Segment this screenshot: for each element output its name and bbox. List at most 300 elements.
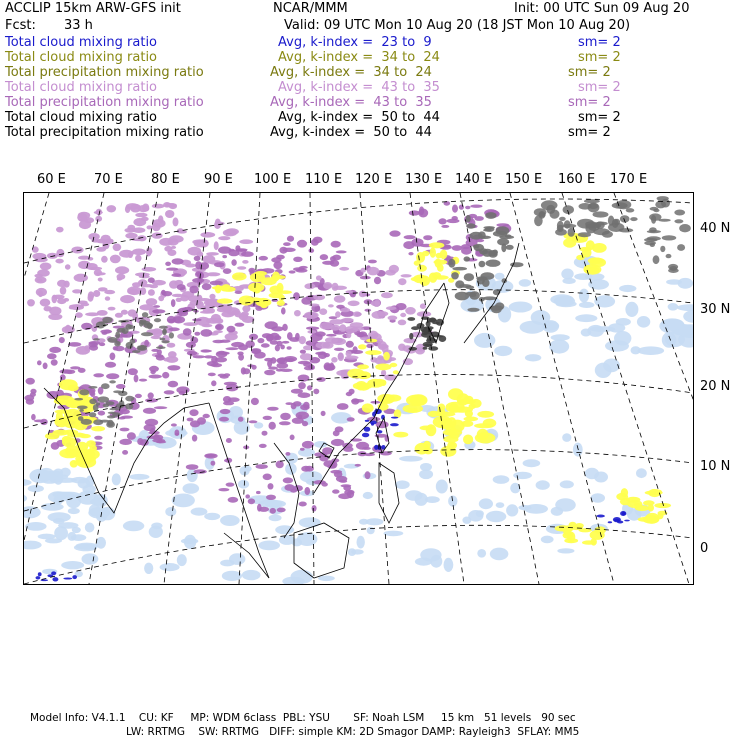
field-cell: [683, 310, 693, 323]
field-cell: [662, 332, 676, 348]
field-cell: [360, 276, 371, 280]
legend-sm: sm= 2: [568, 95, 611, 110]
legend-range: Avg, k-index = 43 to 35: [278, 80, 440, 95]
field-cell: [679, 224, 691, 232]
field-cell: [304, 283, 315, 289]
field-cell: [331, 357, 337, 363]
field-cell: [619, 285, 636, 292]
field-cell: [74, 274, 88, 282]
field-cell: [603, 359, 620, 373]
field-cell: [61, 561, 84, 569]
field-cell: [239, 296, 254, 306]
field-cell: [202, 283, 212, 290]
field-cell: [298, 382, 306, 389]
field-cell: [300, 448, 305, 451]
field-cell: [333, 286, 347, 290]
field-cell: [220, 515, 240, 526]
field-cell: [448, 259, 455, 268]
field-cell: [231, 342, 244, 347]
field-cell: [319, 308, 327, 315]
field-cell: [287, 236, 294, 242]
field-cell: [145, 419, 158, 426]
field-cell: [64, 370, 75, 375]
field-cell: [75, 543, 98, 550]
field-cell: [164, 246, 172, 252]
field-cell: [653, 255, 660, 264]
field-cell: [177, 554, 187, 566]
field-cell: [519, 279, 531, 287]
field-cell: [365, 309, 372, 312]
legend-sm: sm= 2: [578, 35, 621, 50]
field-cell: [432, 322, 440, 325]
lon-label: 140 E: [455, 172, 493, 187]
field-cell: [143, 408, 156, 414]
field-cell: [477, 549, 486, 558]
field-cell: [293, 292, 300, 300]
field-cell: [181, 538, 198, 544]
field-cell: [110, 353, 116, 361]
field-cell: [98, 411, 105, 416]
field-cell: [72, 527, 81, 533]
field-cell: [375, 299, 380, 307]
field-cell: [154, 318, 161, 322]
field-cell: [252, 285, 261, 294]
field-cell: [45, 433, 59, 440]
field-cell: [400, 313, 406, 317]
field-cell: [204, 355, 214, 358]
field-cell: [270, 340, 278, 345]
field-cell: [71, 247, 83, 254]
field-cell: [461, 244, 471, 249]
field-cell: [24, 479, 32, 486]
field-cell: [405, 490, 422, 501]
field-cell: [430, 248, 436, 258]
field-cell: [314, 441, 327, 448]
field-cell: [622, 512, 626, 515]
field-cell: [212, 340, 224, 343]
field-cell: [132, 350, 141, 353]
field-cell: [235, 291, 243, 294]
field-cell: [302, 421, 308, 426]
field-cell: [452, 245, 463, 251]
field-cell: [165, 210, 174, 218]
field-cell: [608, 521, 612, 523]
field-cell: [226, 438, 232, 443]
field-cell: [323, 282, 332, 289]
field-cell: [128, 309, 137, 316]
coastline: [294, 523, 349, 578]
field-cell: [490, 548, 509, 561]
field-cell: [88, 294, 94, 302]
field-cell: [300, 404, 310, 410]
field-cell: [559, 217, 566, 221]
field-cell: [225, 347, 238, 350]
field-cell: [229, 553, 245, 565]
field-cell: [407, 408, 418, 412]
field-cell: [321, 411, 326, 416]
field-cell: [108, 412, 117, 414]
field-cell: [279, 295, 285, 301]
field-cell: [346, 351, 352, 357]
map-panel[interactable]: [23, 192, 694, 585]
field-cell: [151, 523, 162, 530]
field-cell: [345, 290, 353, 293]
field-cell: [506, 245, 514, 250]
field-cell: [390, 423, 399, 426]
field-cell: [428, 346, 438, 351]
legend-field: Total cloud mixing ratio: [5, 50, 158, 65]
field-cell: [588, 279, 609, 290]
field-cell: [381, 292, 393, 298]
field-cell: [171, 423, 177, 426]
field-cell: [452, 205, 458, 213]
field-cell: [463, 435, 473, 445]
field-cell: [208, 308, 215, 313]
field-cell: [424, 344, 431, 347]
field-cell: [643, 500, 655, 505]
field-cell: [165, 203, 177, 207]
field-cell: [357, 332, 365, 337]
field-cell: [367, 267, 379, 276]
field-cell: [299, 336, 306, 344]
field-cell: [121, 327, 128, 334]
field-cell: [215, 219, 221, 228]
field-cell: [242, 260, 248, 264]
field-cell: [536, 480, 550, 490]
field-cell: [44, 306, 53, 311]
field-cell: [192, 278, 204, 283]
field-cell: [57, 298, 66, 304]
field-cell: [531, 310, 551, 325]
field-cell: [461, 421, 473, 427]
field-cell: [242, 316, 255, 323]
field-cell: [362, 447, 371, 450]
field-cell: [326, 334, 337, 337]
field-cell: [71, 477, 88, 484]
field-cell: [310, 333, 322, 341]
field-cell: [207, 361, 219, 366]
model-info-line2: LW: RRTMG SW: RRTMG DIFF: simple KM: 2D Smagor DAMP: Rayleigh3 SFLAY: MM5: [126, 726, 580, 738]
field-cell: [159, 326, 168, 329]
field-cell: [196, 317, 211, 326]
field-cell: [194, 332, 200, 336]
field-cell: [575, 523, 584, 528]
field-cell: [106, 373, 119, 379]
field-cell: [79, 409, 84, 412]
field-cell: [77, 406, 88, 410]
field-cell: [149, 375, 162, 379]
field-cell: [647, 236, 661, 240]
field-cell: [139, 275, 150, 279]
field-cell: [142, 267, 157, 272]
field-cell: [71, 534, 86, 541]
field-cell: [588, 257, 604, 264]
field-cell: [423, 441, 431, 449]
field-cell: [259, 444, 267, 448]
field-cell: [187, 418, 194, 422]
field-cell: [322, 342, 333, 349]
field-cell: [573, 443, 583, 457]
field-cell: [312, 505, 317, 511]
field-cell: [291, 389, 303, 394]
field-cell: [418, 209, 428, 218]
field-cell: [539, 211, 546, 219]
field-cell: [161, 340, 169, 343]
field-cell: [62, 437, 77, 447]
field-cell: [313, 389, 319, 395]
field-cell: [224, 373, 231, 376]
field-cell: [232, 272, 247, 280]
field-cell: [94, 211, 103, 214]
field-cell: [413, 275, 427, 284]
field-cell: [152, 204, 165, 209]
legend-range: Avg, k-index = 50 to 44: [278, 110, 440, 125]
field-cell: [386, 306, 397, 310]
field-cell: [112, 473, 121, 485]
field-cell: [172, 494, 195, 508]
field-cell: [138, 346, 147, 351]
field-cell: [375, 364, 391, 371]
field-cell: [657, 513, 663, 519]
field-cell: [627, 500, 642, 508]
field-cell: [371, 423, 374, 426]
lat-label: 0: [700, 541, 709, 556]
field-cell: [302, 441, 314, 449]
field-cell: [283, 242, 291, 246]
field-cell: [63, 578, 72, 580]
field-cell: [210, 281, 223, 286]
field-cell: [467, 308, 479, 312]
field-cell: [643, 515, 660, 523]
field-cell: [567, 532, 575, 543]
field-cell: [132, 249, 146, 256]
lat-label: 20 N: [700, 379, 731, 394]
field-cell: [449, 442, 457, 449]
legend-field: Total precipitation mixing ratio: [5, 65, 204, 80]
field-cell: [485, 227, 495, 232]
field-cell: [180, 295, 189, 301]
field-cell: [91, 426, 105, 431]
field-cell: [241, 312, 249, 317]
field-cell: [98, 278, 103, 282]
field-cell: [72, 289, 82, 293]
legend-range: Avg, k-index = 23 to 9: [278, 35, 432, 50]
field-cell: [172, 258, 184, 264]
field-cell: [79, 220, 91, 229]
field-cell: [351, 549, 364, 554]
field-cell: [366, 344, 373, 348]
field-cell: [647, 230, 661, 233]
lon-label: 170 E: [610, 172, 648, 187]
field-cell: [447, 219, 460, 223]
lat-label: 10 N: [700, 459, 731, 474]
field-cell: [409, 347, 418, 351]
field-cell: [294, 310, 301, 316]
field-cell: [363, 492, 373, 499]
field-cell: [448, 496, 457, 507]
field-cell: [336, 250, 347, 253]
field-cell: [298, 268, 305, 271]
lon-label: 150 E: [505, 172, 543, 187]
field-cell: [132, 282, 141, 287]
field-cell: [391, 417, 398, 419]
field-cell: [473, 245, 480, 249]
field-cell: [191, 508, 208, 516]
field-cell: [407, 317, 415, 321]
longitude-line: [614, 193, 693, 584]
lon-label: 110 E: [305, 172, 343, 187]
field-cell: [102, 332, 108, 335]
field-cell: [485, 212, 496, 219]
field-cell: [93, 290, 100, 297]
field-cell: [286, 358, 295, 362]
field-cell: [624, 520, 630, 522]
field-cell: [159, 338, 165, 341]
field-cell: [68, 342, 81, 347]
field-cell: [470, 205, 482, 208]
field-cell: [220, 409, 231, 414]
field-cell: [187, 351, 197, 356]
field-cell: [447, 417, 456, 428]
field-cell: [122, 450, 128, 455]
field-cell: [109, 408, 119, 410]
field-cell: [345, 356, 359, 360]
field-cell: [459, 284, 471, 288]
field-cell: [423, 347, 428, 350]
field-cell: [605, 340, 629, 351]
field-cell: [173, 217, 179, 226]
valid-time: Valid: 09 UTC Mon 10 Aug 20 (18 JST Mon 10 Aug 20): [284, 18, 631, 33]
field-cell: [357, 384, 365, 391]
field-cell: [217, 307, 230, 312]
field-cell: [82, 485, 96, 494]
field-cell: [64, 430, 79, 435]
field-cell: [24, 494, 27, 502]
field-cell: [219, 417, 229, 422]
field-cell: [40, 419, 48, 425]
field-cell: [618, 228, 633, 232]
field-cell: [489, 250, 498, 256]
field-cell: [142, 204, 149, 212]
lat-label: 30 N: [700, 302, 731, 317]
coastline: [429, 283, 449, 343]
field-cell: [211, 461, 216, 466]
mixing-ratio-fields: [24, 196, 693, 584]
field-cell: [223, 268, 232, 274]
field-cell: [125, 233, 137, 239]
field-cell: [331, 241, 341, 248]
field-cell: [97, 310, 108, 316]
field-cell: [319, 454, 329, 461]
field-cell: [167, 319, 176, 323]
field-cell: [249, 420, 258, 423]
field-cell: [365, 350, 381, 355]
field-cell: [575, 314, 597, 322]
field-cell: [465, 206, 470, 209]
field-cell: [93, 338, 100, 340]
field-cell: [416, 252, 425, 263]
field-cell: [51, 359, 58, 365]
field-cell: [393, 370, 399, 374]
field-cell: [246, 341, 255, 348]
field-cell: [638, 346, 665, 355]
field-cell: [106, 421, 115, 428]
field-cell: [54, 416, 69, 427]
field-cell: [38, 572, 42, 576]
field-cell: [398, 320, 407, 326]
field-cell: [152, 223, 161, 232]
field-cell: [55, 259, 63, 264]
field-cell: [160, 563, 180, 571]
field-cell: [428, 411, 440, 417]
field-cell: [577, 219, 594, 229]
field-cell: [477, 411, 494, 418]
field-cell: [166, 268, 178, 271]
field-cell: [129, 474, 149, 480]
field-cell: [466, 223, 476, 228]
field-cell: [579, 289, 589, 303]
field-cell: [158, 296, 164, 302]
field-cell: [89, 399, 97, 405]
field-cell: [328, 304, 334, 307]
field-cell: [339, 480, 347, 483]
field-cell: [657, 196, 669, 201]
legend-range: Avg, k-index = 34 to 24: [278, 50, 440, 65]
field-cell: [474, 333, 495, 348]
field-cell: [248, 498, 255, 504]
field-cell: [276, 358, 285, 364]
field-cell: [290, 435, 295, 441]
field-cell: [53, 518, 65, 524]
field-cell: [285, 402, 293, 405]
field-cell: [298, 361, 310, 365]
field-cell: [167, 343, 176, 348]
field-cell: [95, 216, 102, 222]
legend-range: Avg, k-index = 50 to 44: [270, 125, 432, 140]
field-cell: [358, 344, 366, 349]
field-cell: [389, 265, 399, 274]
field-cell: [277, 283, 284, 293]
field-cell: [578, 232, 591, 237]
field-cell: [451, 272, 459, 279]
field-cell: [293, 401, 302, 406]
field-cell: [296, 412, 309, 420]
field-cell: [51, 571, 56, 575]
field-cell: [115, 313, 123, 318]
field-cell: [293, 257, 302, 262]
field-cell: [478, 231, 486, 239]
field-cell: [359, 519, 369, 525]
field-cell: [464, 273, 474, 281]
field-cell: [192, 319, 202, 322]
field-cell: [501, 243, 506, 252]
legend-sm: sm= 2: [568, 65, 611, 80]
field-cell: [276, 461, 284, 469]
field-cell: [299, 517, 321, 527]
field-cell: [179, 391, 185, 395]
field-cell: [551, 334, 570, 340]
field-cell: [423, 235, 432, 240]
field-cell: [355, 464, 361, 467]
field-cell: [617, 521, 623, 524]
field-cell: [523, 459, 541, 467]
field-cell: [40, 263, 52, 271]
field-cell: [238, 417, 244, 422]
field-cell: [60, 286, 67, 294]
field-cell: [263, 474, 272, 481]
field-cell: [256, 464, 268, 469]
field-cell: [56, 249, 64, 257]
